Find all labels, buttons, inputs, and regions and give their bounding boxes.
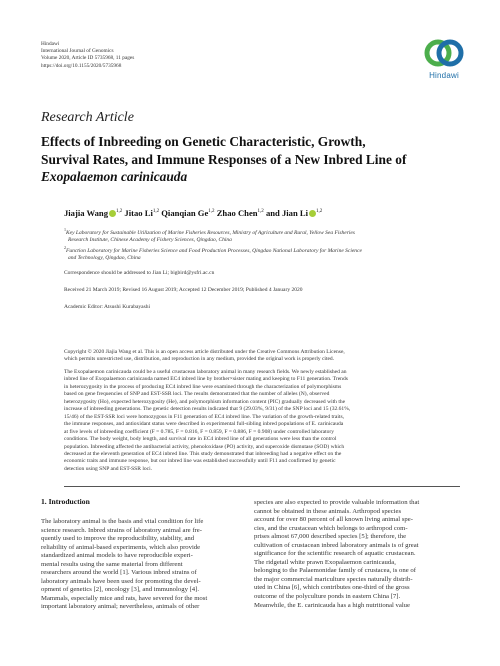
body-line: outcome of the polyculture ponds in eastern China [7]. — [254, 593, 401, 601]
abstract — [64, 369, 460, 473]
body-line: standardized animal models to have reproducible experi- — [41, 552, 193, 560]
copyright-line: which permits unrestricted use, distribution, and reproduction in any medium, provided the original work is properly cited. — [64, 356, 335, 363]
abstract-line: increase of inbreeding generations. The genetic detection results indicated that 9 (29.03%, 9/31) of the SNP loci and 15 (32.61%, — [64, 406, 351, 413]
body-line: mental results using the same material from different — [41, 560, 183, 568]
title-line-1: Effects of Inbreeding on Genetic Characteristic, Growth, — [41, 134, 366, 149]
correspondence: Correspondence should be addressed to Jian Li; bigbird@ysfri.ac.cn — [64, 270, 215, 276]
title-species: Exopalaemon carinicauda — [41, 169, 188, 184]
author-name[interactable]: Jiajia Wang — [64, 208, 109, 218]
affiliation-line: Research Institute, Chinese Academy of Fishery Sciences, Qingdao, China — [68, 237, 232, 244]
abstract-line: 15/46) of the EST-SSR loci were homozygous in F11 generation of EC4 inbred line. The variation of the growth-related traits, — [64, 413, 345, 420]
abstract-line: based on gene frequencies of SNP and EST-SSR loci. The results demonstrated that the number of alleles (N), observed — [64, 391, 330, 398]
affiliation-line: Function Laboratory for Marine Fisheries Science and Food Production Processes, Qingdao National Laboratory for Marine Science — [66, 247, 362, 254]
body-line: opment of genetics [2], oncology [3], and immunology [4]. — [41, 586, 200, 594]
body-line: The ridgetail white prawn Exopalaemon carinicauda, — [254, 558, 396, 566]
body-line: The laboratory animal is the basis and vital condition for life — [41, 518, 204, 525]
hindawi-logo-icon — [422, 38, 466, 72]
abstract-line: heterozygosity (Ho), expected heterozygosity (He), and polymorphism information content (PIC) gradually decreased with the — [64, 398, 346, 405]
intro-left-column — [41, 518, 246, 612]
abstract-line: in heterozygosity in the process of producing EC4 inbred line were examined through the characterization of polymorphisms — [64, 383, 342, 390]
abstract-line: at five levels of inbreeding coefficient (F = 0.785, F = 0.816, F = 0.859, F = 0.886, F = 0.908) under controlled laboratory — [64, 428, 335, 435]
body-line: reliability of animal-based experiments, which also provide — [41, 543, 201, 551]
affiliation-1 — [64, 226, 460, 245]
orcid-icon[interactable] — [109, 210, 116, 217]
affiliation-line: Key Laboratory for Sustainable Utilization of Marine Fisheries Resources, Ministry of Agriculture and Rural, Yellow Sea Fisheries — [66, 229, 355, 236]
abstract-line: The Exopalaemon carinicauda could be a useful crustacean laboratory animal in many research fields. We newly established an — [64, 369, 347, 375]
volume-info: Volume 2020, Article ID 5735968, 11 pages — [41, 55, 135, 62]
publisher-name: Hindawi — [41, 41, 60, 47]
doi-link[interactable]: https://doi.org/10.1155/2020/5735968 — [41, 62, 122, 69]
abstract-line: decreased at the eleventh generation of EC4 inbred line. This study demonstrated that inbreeding had a negative effect on the — [64, 450, 342, 457]
body-line: cies, and the crustacean which belongs to arthropod com- — [254, 524, 408, 532]
body-line: Meanwhile, the E. carinicauda has a high nutritional value — [254, 601, 410, 609]
abstract-line: conditions. The body weight, body length, and survival rate in EC4 inbred line of all generations were less than the control — [64, 436, 337, 443]
orcid-icon[interactable] — [309, 210, 316, 217]
body-line: Mammals, especially mice and rats, have severed for the most — [41, 594, 208, 602]
body-line: uted in China [6], which contributes one-third of the gross — [254, 584, 410, 592]
journal-name: International Journal of Genomics — [41, 48, 114, 55]
copyright-notice — [64, 349, 460, 364]
body-line: the major commercial mariculture species naturally distrib- — [254, 575, 413, 583]
abstract-line: detection using SNP and EST-SSR loci. — [64, 465, 153, 472]
abstract-line: economic traits and immune response, but our inbred line was established successfully until F11 and confirmed by genetic — [64, 458, 336, 465]
affiliation-2 — [64, 244, 460, 263]
copyright-line: Copyright © 2020 Jiajia Wang et al. This is an open access article distributed under the Creative Commons Attribution License, — [64, 349, 345, 355]
publication-dates: Received 21 March 2019; Revised 16 August 2019; Accepted 12 December 2019; Published 4 January 2020 — [64, 287, 303, 293]
author-name[interactable]: Jian Li — [281, 208, 308, 218]
author-affiliation-sup: 1,2 — [116, 209, 123, 215]
article-title — [41, 133, 461, 186]
body-line: researchers around the world [1]. Various inbred strains of — [41, 569, 197, 577]
body-line: laboratory animals have been used for promoting the devel- — [41, 577, 201, 585]
author-joiner: and — [265, 208, 280, 218]
affiliation-line: and Technology, Qingdao, China — [68, 255, 141, 262]
abstract-line: inbred line of Exopalaemon carinicauda named EC4 inbred line by brother×sister mating and keeping to F11 generation. Trends — [64, 376, 348, 383]
hindawi-logo-text: Hindawi — [429, 71, 459, 80]
journal-info — [41, 41, 134, 70]
body-line: quently used to improve the reproducibility, stability, and — [41, 535, 195, 543]
body-line: cannot be obtained in these animals. Arthropod species — [254, 507, 402, 515]
author-affiliation-sup: 1,2 — [257, 209, 264, 215]
body-line: science research. Inbred strains of laboratory animal are fre- — [41, 526, 202, 534]
hindawi-logo — [422, 38, 466, 84]
author-affiliation-sup: 1,2 — [316, 209, 323, 215]
author-affiliation-sup: 1,2 — [152, 209, 160, 215]
body-line: significance for the scientific research of aquatic crustacean. — [254, 550, 416, 558]
article-type: Research Article — [41, 110, 134, 125]
body-line: account for over 80 percent of all known living animal spe- — [254, 516, 413, 524]
author-list — [64, 208, 322, 218]
intro-right-column — [254, 499, 459, 610]
author-name[interactable]: Jitao Li — [124, 208, 153, 218]
title-line-2: Survival Rates, and Immune Responses of a New Inbred Line of — [41, 151, 407, 167]
body-line: important laboratory animal; nevertheless, animals of other — [41, 603, 200, 611]
abstract-divider — [64, 486, 460, 487]
author-name[interactable]: Qianqian Ge — [161, 208, 209, 218]
body-line: belonging to the Palaemonidae family of crustacea, is one of — [254, 567, 416, 575]
academic-editor: Academic Editor: Atsushi Kurabayashi — [64, 304, 150, 310]
author-name[interactable]: Zhao Chen — [216, 208, 258, 218]
abstract-line: the immune responses, and antioxidant status were described in experimental full-sibling inbred populations of E. carinicauda — [64, 421, 344, 428]
affiliation-number: 2 — [64, 245, 66, 250]
body-line: species are also expected to provide valuable information that — [254, 499, 420, 506]
body-line: cultivation of crustacean inbred laboratory animals is of great — [254, 541, 419, 549]
affiliation-number: 1 — [64, 227, 66, 232]
author-affiliation-sup: 1,2 — [208, 209, 215, 215]
section-heading: 1. Introduction — [41, 497, 90, 506]
abstract-line: population. Inbreeding affected the antibacterial activity, phenoloxidase (PO) activity, and superoxide dismutase (SOD) which — [64, 443, 345, 450]
body-line: prises almost 67,000 described species [5]; therefore, the — [254, 533, 407, 541]
